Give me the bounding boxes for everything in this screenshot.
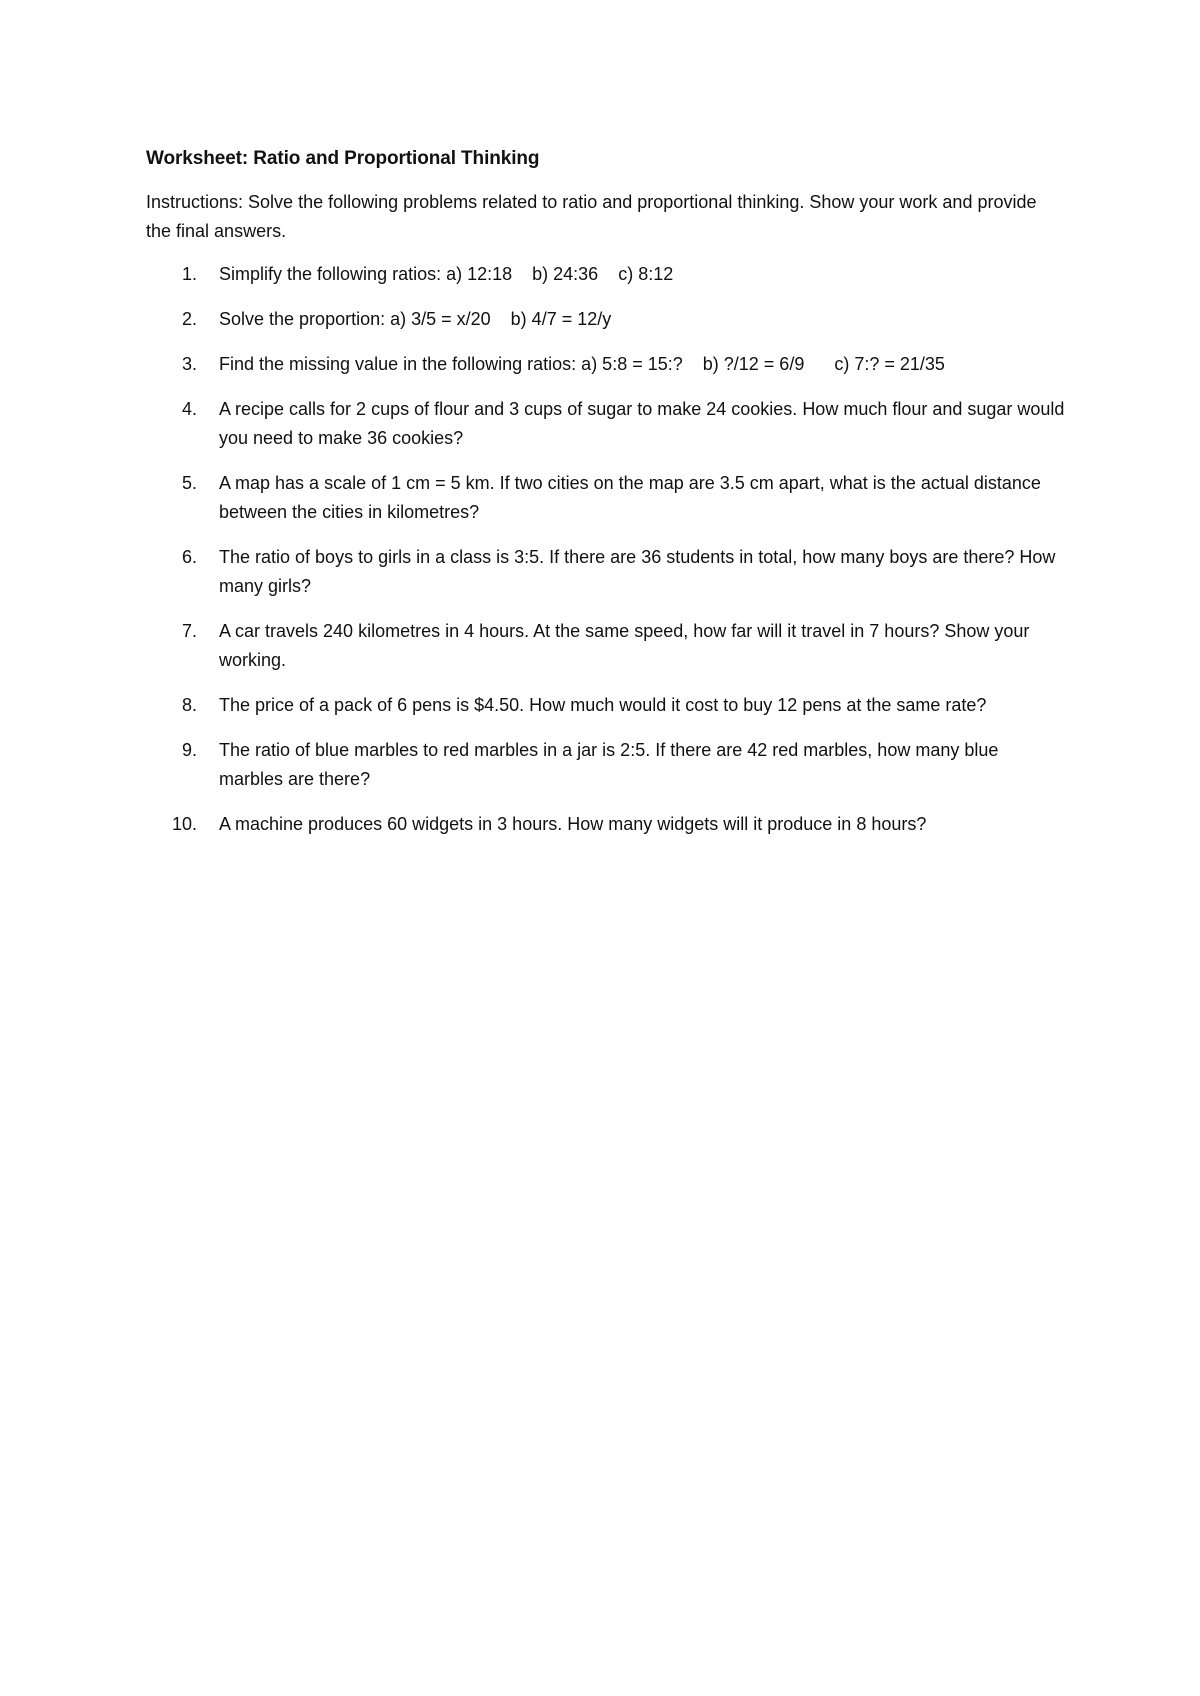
document-content — [146, 146, 1070, 855]
question-text: The ratio of boys to girls in a class is 3:5. If there are 36 students in total, how many boys are there? How many girls? — [219, 547, 1061, 596]
question-item — [146, 736, 1066, 794]
question-number: 10. — [171, 814, 197, 834]
question-item — [146, 260, 1066, 289]
question-text: The price of a pack of 6 pens is $4.50. How much would it cost to buy 12 pens at the same rate? — [219, 695, 987, 715]
question-text: A map has a scale of 1 cm = 5 km. If two cities on the map are 3.5 cm apart, what is the actual distance between the cities in kilometres? — [219, 473, 1046, 522]
question-text: A machine produces 60 widgets in 3 hours. How many widgets will it produce in 8 hours? — [219, 814, 927, 834]
question-text: Solve the proportion: a) 3/5 = x/20 b) 4/7 = 12/y — [219, 309, 612, 329]
question-item — [146, 305, 1066, 334]
question-list — [146, 260, 1070, 839]
question-number: 4. — [181, 399, 197, 419]
question-number: 3. — [181, 354, 197, 374]
worksheet-instructions: Instructions: Solve the following problems related to ratio and proportional thinking. Show your work and provide the final answers. — [146, 192, 1037, 241]
question-number: 2. — [181, 309, 197, 329]
question-number: 7. — [181, 621, 197, 641]
question-number: 9. — [181, 740, 197, 760]
question-text: Find the missing value in the following ratios: a) 5:8 = 15:? b) ?/12 = 6/9 c) 7:? = 21/35 — [219, 354, 945, 374]
question-number: 1. — [181, 264, 197, 284]
question-item — [146, 350, 1066, 379]
worksheet-title: Worksheet: Ratio and Proportional Thinking — [146, 148, 540, 169]
question-item — [146, 469, 1066, 527]
question-number: 5. — [181, 473, 197, 493]
question-text: A car travels 240 kilometres in 4 hours. At the same speed, how far will it travel in 7 hours? Show your working. — [219, 621, 1035, 670]
question-text: The ratio of blue marbles to red marbles in a jar is 2:5. If there are 42 red marbles, how many blue marbles are there? — [219, 740, 1004, 789]
question-item — [146, 617, 1066, 675]
question-item — [146, 395, 1070, 453]
question-number: 6. — [181, 547, 197, 567]
question-text: Simplify the following ratios: a) 12:18 b) 24:36 c) 8:12 — [219, 264, 674, 284]
question-text: A recipe calls for 2 cups of flour and 3 cups of sugar to make 24 cookies. How much flour and sugar would you need to make 36 cookies? — [219, 399, 1070, 448]
question-item — [146, 810, 1066, 839]
question-item — [146, 543, 1066, 601]
question-number: 8. — [181, 695, 197, 715]
question-item — [146, 691, 1066, 720]
